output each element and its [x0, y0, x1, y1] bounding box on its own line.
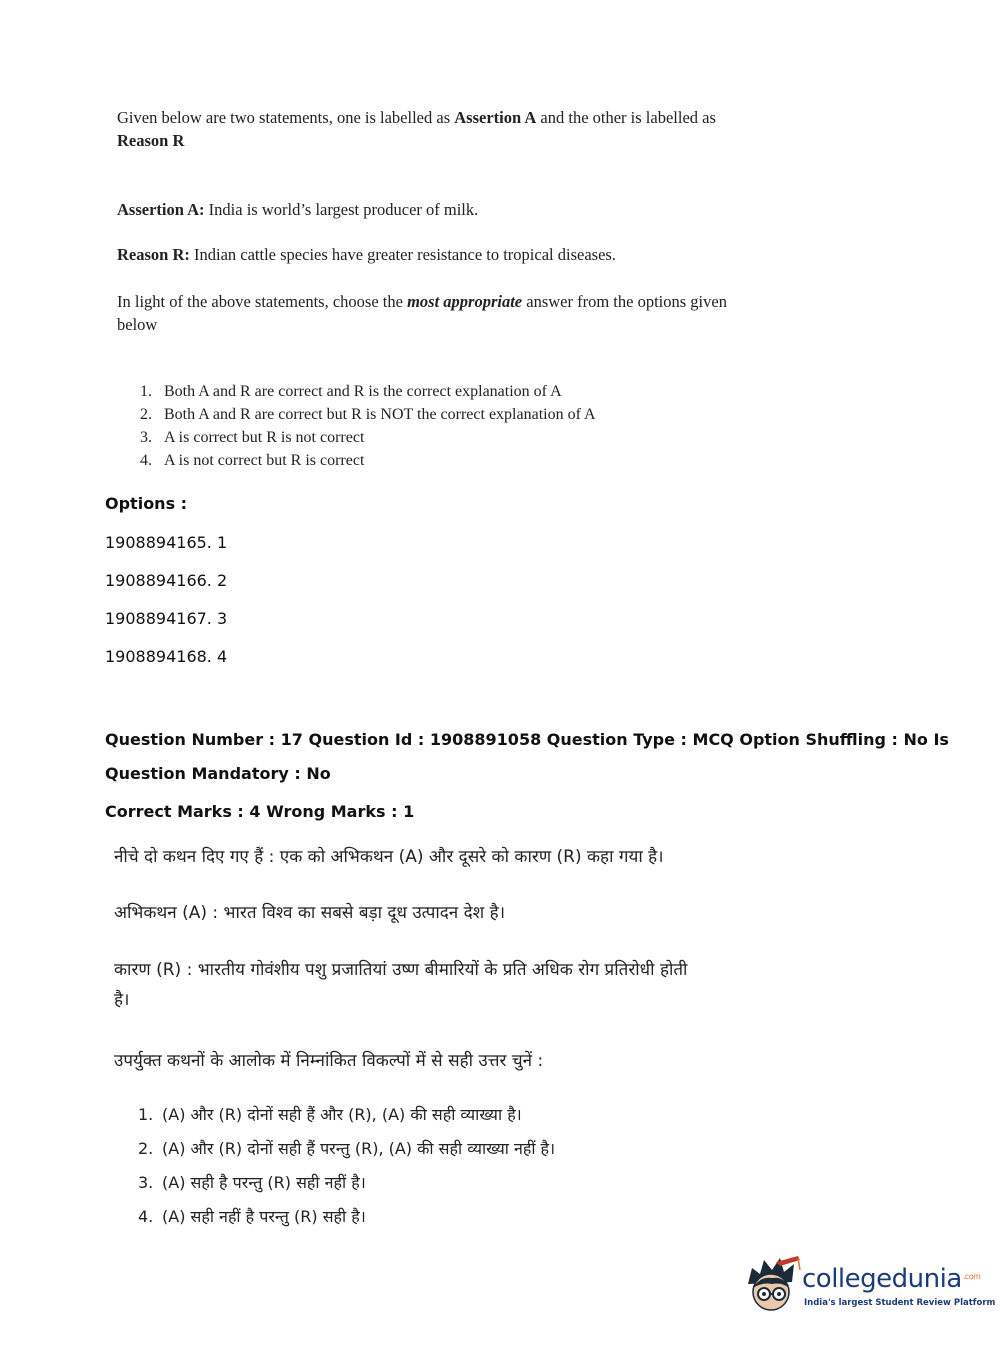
- q16-intro: [117, 106, 757, 152]
- q17-hindi-reason-line: है।: [114, 990, 130, 1010]
- logo-wordmark: collegedunia$^{.com}$: [802, 1264, 981, 1294]
- q16-assertion: [117, 198, 757, 221]
- q16-choice: 4. A is not correct but R is correct: [140, 452, 365, 469]
- option-id: 1908894166. 2: [105, 571, 228, 590]
- q17-hindi-choice: 3. (A) सही है परन्तु (R) सही नहीं है।: [138, 1173, 366, 1192]
- q16-instruction-text-2: answer from the options given: [526, 292, 727, 311]
- q17-hindi-reason: [114, 955, 814, 1015]
- logo-tagline: India's largest Student Review Platform: [804, 1298, 996, 1308]
- q17-hindi-choice: 1. (A) और (R) दोनों सही हैं और (R), (A) की सही व्याख्या है।: [138, 1105, 522, 1124]
- q16-choice-list: [140, 380, 760, 472]
- q16-instruction-text: In light of the above statements, choose the: [117, 292, 403, 311]
- q16-assertion-text: India is world’s largest producer of milk.: [208, 200, 479, 219]
- q16-instruction-text-3: below: [117, 315, 158, 334]
- q17-hindi-choice: 2. (A) और (R) दोनों सही हैं परन्तु (R), (A) की सही व्याख्या नहीं है।: [138, 1139, 556, 1158]
- q16-intro-assertion-bold: Assertion A: [454, 108, 537, 127]
- q17-meta-line: Question Number : 17 Question Id : 1908891058 Question Type : MCQ Option Shuffling : No Is: [105, 730, 949, 749]
- q17-meta-mandatory: Question Mandatory : No: [105, 764, 331, 783]
- mascot-icon: [742, 1254, 804, 1316]
- option-id: 1908894168. 4: [105, 647, 228, 666]
- q16-choice: 1. Both A and R are correct and R is the correct explanation of A: [140, 383, 562, 400]
- q16-instruction: [117, 290, 757, 336]
- option-id: 1908894167. 3: [105, 609, 228, 628]
- q17-hindi-choice-list: [138, 1098, 758, 1234]
- q16-assertion-label: Assertion A:: [117, 200, 205, 219]
- collegedunia-logo[interactable]: [742, 1250, 996, 1320]
- q16-choice: 2. Both A and R are correct but R is NOT the correct explanation of A: [140, 406, 596, 423]
- q16-intro-text-2: and the other is labelled as: [540, 108, 716, 127]
- q17-hindi-reason-line: कारण (R) : भारतीय गोवंशीय पशु प्रजातियां उष्ण बीमारियों के प्रति अधिक रोग प्रतिरोधी होती: [114, 960, 688, 980]
- q16-intro-reason-bold: Reason R: [117, 131, 185, 150]
- q17-hindi-choice: 4. (A) सही नहीं है परन्तु (R) सही है।: [138, 1207, 366, 1226]
- q16-intro-text: Given below are two statements, one is labelled as: [117, 108, 451, 127]
- q16-reason-text: Indian cattle species have greater resistance to tropical diseases.: [194, 245, 616, 264]
- q16-reason-label: Reason R:: [117, 245, 190, 264]
- q17-hindi-assertion: अभिकथन (A) : भारत विश्व का सबसे बड़ा दूध उत्पादन देश है।: [114, 903, 506, 923]
- option-id: 1908894165. 1: [105, 533, 228, 552]
- options-heading: Options :: [105, 494, 188, 513]
- q16-instruction-emphasis: most appropriate: [407, 292, 523, 311]
- q16-reason: [117, 243, 757, 266]
- q16-choice: 3. A is correct but R is not correct: [140, 429, 365, 446]
- q17-hindi-intro: नीचे दो कथन दिए गए हैं : एक को अभिकथन (A) और दूसरे को कारण (R) कहा गया है।: [114, 847, 664, 867]
- q17-meta-marks: Correct Marks : 4 Wrong Marks : 1: [105, 802, 415, 821]
- q17-hindi-instruction: उपर्युक्त कथनों के आलोक में निम्नांकित विकल्पों में से सही उत्तर चुनें :: [114, 1051, 544, 1071]
